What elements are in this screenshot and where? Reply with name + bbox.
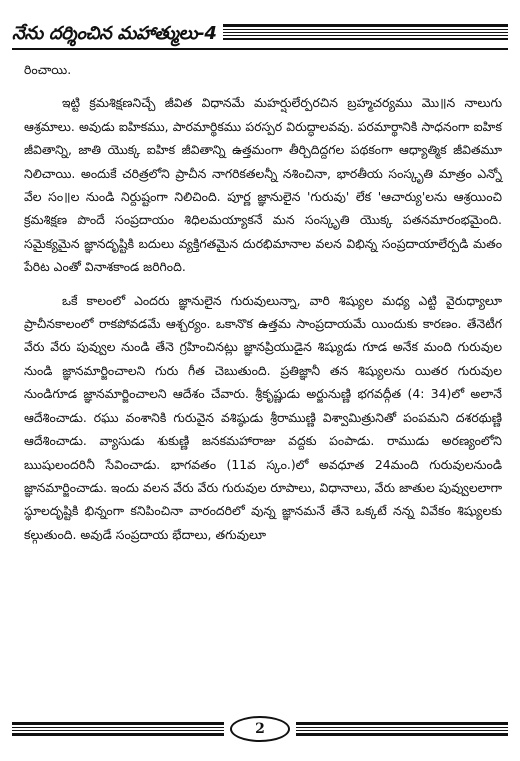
footer-rule-left xyxy=(12,722,224,736)
page-number: 2 xyxy=(230,716,290,742)
footer-rule-right xyxy=(296,722,508,736)
body-text xyxy=(24,58,502,556)
paragraph: ఇట్టి క్రమశిక్షణనిచ్చే జీవిత విధానమే మహర్షులేర్పరచిన బ్రహ్మచర్యము మొ॥న నాలుగు ఆశ్రమాలు. అవుడు ఐహికము, పారమార్థికము పరస్పర విరుద్ధాలవవు. పరమార్థానికి సాధనంగా ఐహిక జీవితాన్ని, జాతి యొక్క ఐహిక జీవితాన్ని ఉత్తమంగా తీర్చిదిద్దగల పథకంగా ఆధ్యాత్మిక జీవితమూ నిలిచాయి. అందుకే చరిత్రలోని ప్రాచీన నాగరికతలన్నీ నశించినా, భారతీయ సంస్కృతి మాత్రం ఎన్నో వేల సం॥ల నుండి నిర్దుష్టంగా నిలిచింది. పూర్ణ జ్ఞానులైన 'గురువు' లేక 'ఆచార్యు'లను ఆశ్రయించి క్రమశిక్షణ పొందే సంప్రదాయం శిధిలమయ్యాకనే మన సంస్కృతి యొక్క పతనమారంభమైంది. సమైక్యమైన జ్ఞానదృష్టికి బదులు వ్యక్తిగతమైన దురభిమానాల వలన విభిన్న సంప్రదాయాలేర్పడి మతం పేరిట ఎంతో వినాశకాండ జరిగింది. xyxy=(24,95,502,275)
paragraph: ఒకే కాలంలో ఎందరు జ్ఞానులైన గురువులున్నా, వారి శిష్యుల మధ్య ఎట్టి వైరుధ్యాలూ ప్రాచీనకాలంలో రాకపోవడమే ఆశ్చర్యం. ఒకానొక ఉత్తమ సాంప్రదాయమే యిందుకు కారణం. తేనెటీగ వేరు వేరు పువ్వుల నుండి తేనె గ్రహించినట్లు జ్ఞానప్రియుడైన శిష్యుడు గూడ అనేక మంది గురువుల నుండి జ్ఞానమార్జించాలని గురు గీత చెబుతుంది. ప్రతిజ్ఞానీ తన శిష్యులను యితర గురువుల నుండిగూడ జ్ఞానమార్జించాలని ఆదేశం చేవారు. శ్రీకృష్ణుడు అర్జునుణ్ణి భగవద్గీత (4: 34)లో అలానే ఆదేశించాడు. రఘు వంశానికి గురువైన వశిష్ఠుడు శ్రీరాముణ్ణి విశ్వామిత్రునితో పంపమని దశరథుణ్ణి ఆదేశించాడు. వ్యాసుడు శుకుణ్ణి జనకమహారాజు వద్దకు పంపాడు. రాముడు అరణ్యంలోని ఋషులందరినీ సేవించాడు. భాగవతం (11వ స్కం.)లో అవధూత 24మంది గురువులనుండి జ్ఞానమార్జించాడు. ఇందు వలన వేరు వేరు గురువుల రూపాలు, విధానాలు, వేరు జాతుల పువ్వులలాగా స్థూలదృష్టికి భిన్నంగా కనిపించినా వారందరిలో వున్న జ్ఞానమనే తేనె ఒక్కటే నన్న వివేకం శిష్యులకు కల్గుతుంది. అవుడే సంప్రదాయ భేదాలు, తగువులూ xyxy=(24,292,502,542)
header-underline xyxy=(12,48,508,50)
running-header xyxy=(12,16,508,46)
page-footer xyxy=(12,716,508,742)
header-decorative-rule xyxy=(223,24,508,40)
paragraph-continuation: రించాయి. xyxy=(24,62,72,77)
header-title: నేను దర్శించిన మహాత్ములు-4 xyxy=(12,23,217,44)
